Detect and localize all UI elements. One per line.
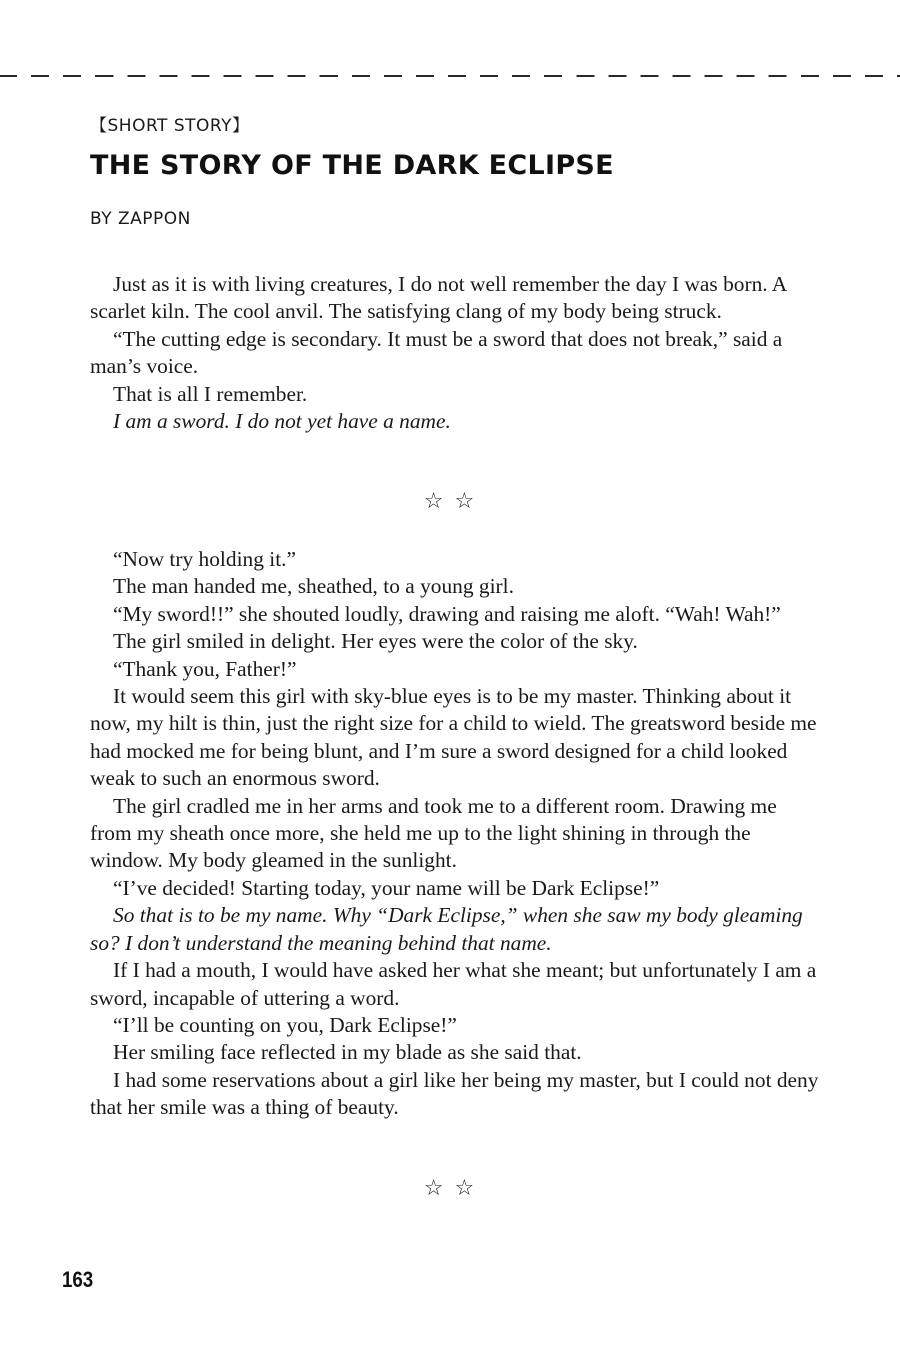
- paragraph: I had some reservations about a girl like her being my master, but I could not deny that her smile was a thing of beauty.: [90, 1067, 819, 1120]
- section-label: 【SHORT STORY】: [90, 116, 250, 136]
- paragraph: The girl smiled in delight. Her eyes were the color of the sky.: [113, 629, 638, 654]
- paragraph: “Thank you, Father!”: [113, 656, 297, 681]
- paragraph: That is all I remember.: [113, 381, 308, 406]
- star-separator: ☆ ☆: [423, 1176, 477, 1201]
- paragraph: If I had a mouth, I would have asked her what she meant; but unfortunately I am a sword, incapable of uttering a word.: [90, 958, 817, 1010]
- paragraph-italic: So that is to be my name. Why “Dark Eclipse,” when she saw my body gleaming so? I don’t understand the meaning behind that name.: [90, 903, 803, 955]
- paragraph: The girl cradled me in her arms and took me to a different room. Drawing me from my sheath once more, she held me up to the light shining in through the window. My body gleamed in the sunlight.: [90, 793, 777, 873]
- star-separator: ☆ ☆: [423, 489, 477, 514]
- paragraph: The man handed me, sheathed, to a young girl.: [113, 574, 514, 599]
- paragraph: “I’ll be counting on you, Dark Eclipse!”: [113, 1012, 457, 1037]
- story-section-2: [90, 546, 820, 1122]
- paragraph: Her smiling face reflected in my blade as she said that.: [113, 1040, 582, 1065]
- author-byline: BY ZAPPON: [90, 209, 191, 229]
- dashed-divider: [0, 75, 900, 77]
- story-title: THE STORY OF THE DARK ECLIPSE: [90, 150, 614, 181]
- paragraph: “The cutting edge is secondary. It must be a sword that does not break,” said a man’s voice.: [90, 326, 783, 379]
- page-number: 163: [62, 1267, 94, 1292]
- paragraph-italic: I am a sword. I do not yet have a name.: [113, 409, 451, 434]
- paragraph: “My sword!!” she shouted loudly, drawing and raising me aloft. “Wah! Wah!”: [113, 601, 781, 626]
- paragraph: It would seem this girl with sky-blue eyes is to be my master. Thinking about it now, my hilt is thin, just the right size for a child to wield. The greatsword beside me had mocked me for being blunt, and I’m sure a sword designed for a child looked weak to such an enormous sword.: [90, 684, 817, 791]
- paragraph: Just as it is with living creatures, I do not well remember the day I was born. A scarlet kiln. The cool anvil. The satisfying clang of my body being struck.: [90, 272, 787, 324]
- paragraph: “Now try holding it.”: [113, 547, 296, 571]
- paragraph: “I’ve decided! Starting today, your name will be Dark Eclipse!”: [113, 875, 660, 900]
- story-section-1: [90, 271, 820, 435]
